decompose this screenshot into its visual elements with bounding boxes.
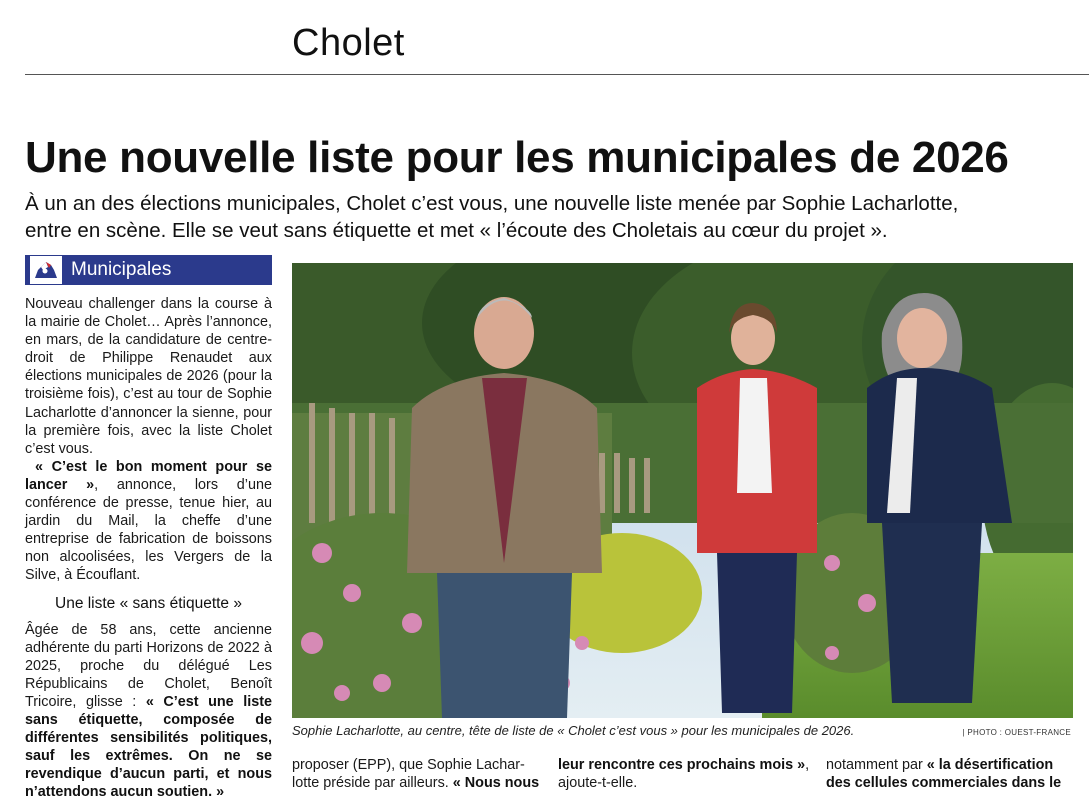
column-2-line-1: proposer (EPP), que Sophie Lachar- <box>292 757 525 773</box>
article-column-4 <box>826 756 1073 792</box>
article-column-3 <box>558 756 810 792</box>
column-3-punct: , <box>805 757 810 773</box>
standfirst-line-1: À un an des élections municipales, Cholet c’est vous, une nouvelle liste menée par Sophie Lacharlotte, <box>25 192 959 215</box>
column-4-text: notamment par <box>826 757 927 773</box>
column-2-line-2 <box>292 774 540 792</box>
photo-caption: Sophie Lacharlotte, au centre, tête de liste de « Cholet c’est vous » pour les municipales de 2026. <box>292 723 855 738</box>
column-3-line-2: ajoute-t-elle. <box>558 775 638 792</box>
standfirst-line-2: entre en scène. Elle se veut sans étiquette et met « l’écoute des Choletais au cœur du projet ». <box>25 219 888 242</box>
column-4-line-1 <box>826 756 1073 774</box>
paragraph-quote <box>25 458 272 585</box>
age-text: Âgée de 58 ans, cette ancienne adhérente du parti Horizons de 2022 à 2025, proche du délégué Les Républicains de Cholet, Benoît Tricoire, glisse : <box>25 621 272 710</box>
paragraph-age <box>25 621 272 802</box>
headline: Une nouvelle liste pour les municipales de 2026 <box>25 133 1009 182</box>
column-2-bold: « Nous nous <box>452 775 540 792</box>
article-column-1 <box>25 295 272 802</box>
section-title: Cholet <box>292 22 405 64</box>
marianne-icon <box>29 255 63 285</box>
article-photo <box>292 263 1073 718</box>
photo-illustration <box>292 263 1073 718</box>
paragraph-intro: Nouveau challenger dans la course à la mairie de Cholet… Après l’annonce, en mars, de la candidature de centre-droit de Philippe Renaudet aux élections municipales de 2026 (pour la troisième fois), c’est au tour de Sophie Lacharlotte d’annoncer la sienne, pour la première fois, avec la liste Cholet c’est vous. <box>25 296 272 457</box>
column-4-line-2 <box>826 774 1073 792</box>
column-3-bold: leur rencontre ces prochains mois » <box>558 757 806 773</box>
kicker-label: Municipales <box>71 259 172 280</box>
age-quote-bold: « C’est une liste sans étiquette, composée de différentes sensibilités politiques, sauf les extrêmes. On ne se revendique d’aucun parti, et nous n’attendons aucun soutien. » <box>25 693 272 801</box>
quote-rest: , annonce, lors d’une conférence de presse, tenue hier, au jardin du Mail, la cheffe d’une entreprise de fabrication de boissons non alcoolisées, les Vergers de la Silve, à Écouflant. <box>25 476 272 584</box>
quote-bold: « C’est le bon moment pour se lancer » <box>25 458 272 493</box>
column-4-bold-2: des cellules commerciales dans le <box>826 775 1062 792</box>
photo-credit: | PHOTO : OUEST-FRANCE <box>962 728 1071 737</box>
column-3-line-1 <box>558 756 810 774</box>
column-4-bold: « la désertification <box>926 757 1054 773</box>
standfirst <box>25 190 1075 244</box>
column-2-text: lotte préside par ailleurs. <box>292 775 453 792</box>
kicker-banner <box>25 255 272 285</box>
subheading: Une liste « sans étiquette » <box>55 594 242 612</box>
section-rule <box>25 74 1089 75</box>
article-column-2 <box>292 756 540 792</box>
